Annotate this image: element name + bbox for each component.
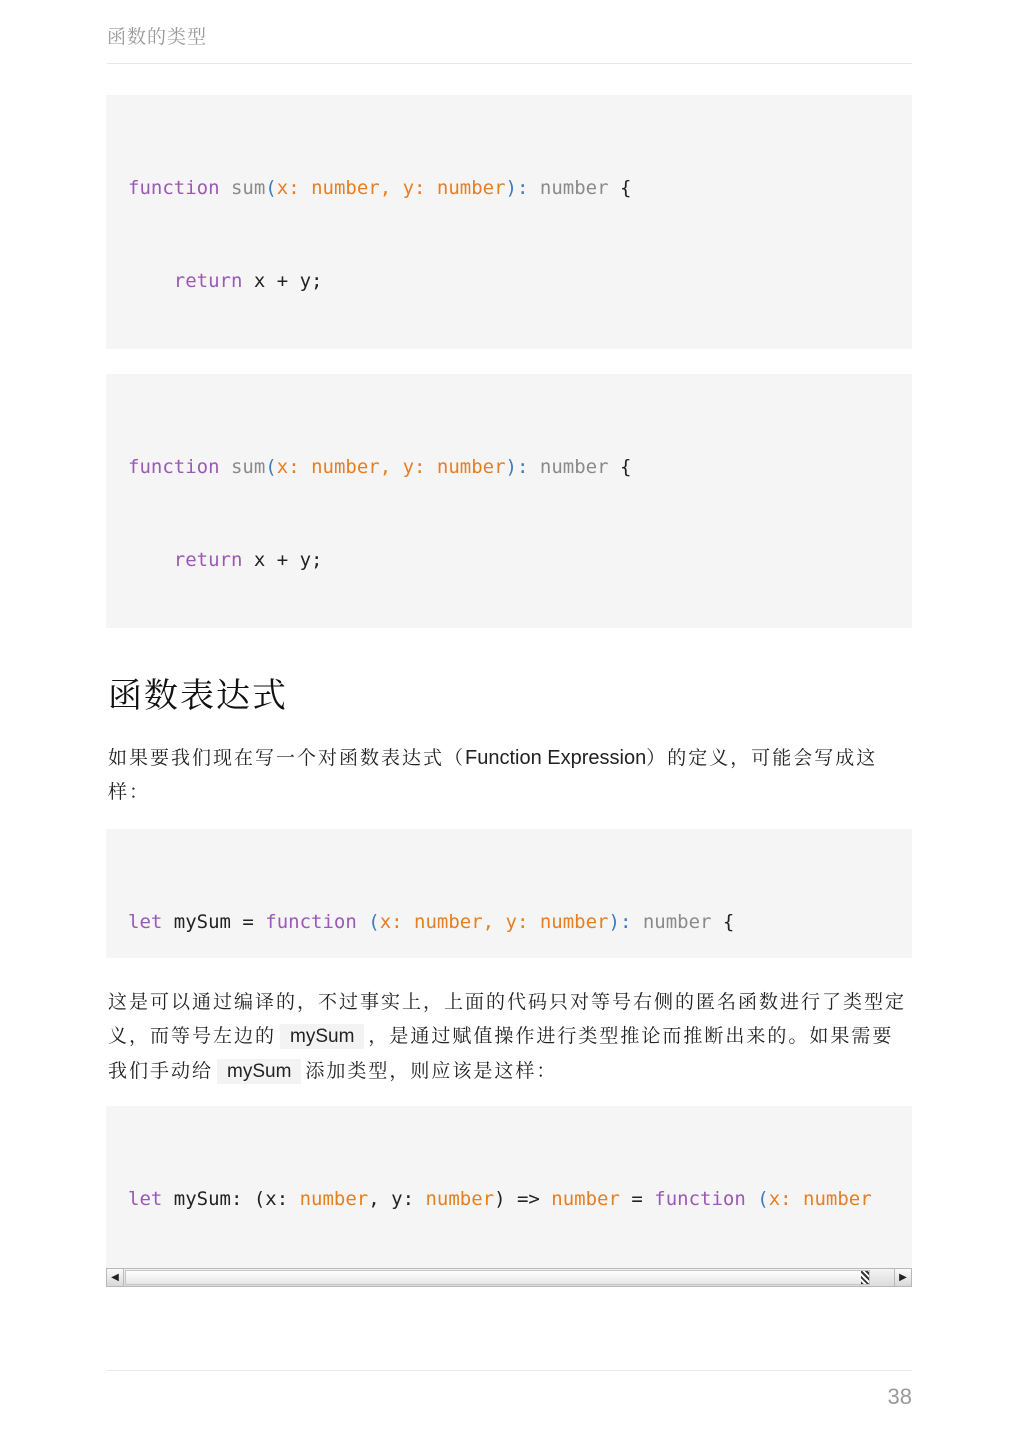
- return-type: number: [528, 456, 609, 478]
- keyword-let: let: [128, 1188, 163, 1210]
- paragraph: 这是可以通过编译的，不过事实上，上面的代码只对等号右侧的匿名函数进行了类型定义，而等号左边的 mySum ，是通过赋值操作进行类型推论而推断出来的。如果需要我们手动给 mySum 添加类型，则应该是这样：: [108, 991, 907, 1082]
- keyword-return: return: [173, 270, 243, 292]
- scroll-thumb[interactable]: [125, 1270, 870, 1285]
- keyword-function: function: [128, 177, 220, 199]
- section-heading: 函数表达式: [108, 676, 288, 716]
- return-type: number: [528, 177, 609, 199]
- scroll-right-arrow-icon[interactable]: ▶: [894, 1269, 911, 1286]
- page-number: 38: [887, 1384, 912, 1409]
- return-type: number: [631, 911, 712, 933]
- inline-code: mySum: [217, 1059, 301, 1084]
- code-line: let mySum = function (x: number, y: number): number {: [128, 911, 735, 933]
- code-line: return x + y;: [173, 270, 323, 292]
- keyword-function: function: [654, 1188, 746, 1210]
- scroll-left-arrow-icon[interactable]: ◀: [107, 1269, 124, 1286]
- parameter-list: x: number, y: number: [379, 911, 609, 933]
- page-footer: [107, 1370, 912, 1409]
- code-block: [106, 829, 912, 958]
- function-name: sum: [230, 177, 266, 199]
- code-line: return x + y;: [173, 549, 323, 571]
- code-block: [106, 1106, 912, 1268]
- running-title: 函数的类型: [107, 26, 208, 48]
- parameter-list: x: number, y: number: [276, 456, 506, 478]
- keyword-let: let: [128, 911, 163, 933]
- code-line: function sum(x: number, y: number): number {: [128, 456, 632, 478]
- grip-icon: [861, 1271, 869, 1284]
- keyword-function: function: [265, 911, 357, 933]
- code-block: [106, 374, 912, 628]
- page-header: [107, 22, 912, 64]
- function-name: sum: [230, 456, 266, 478]
- code-block: [106, 95, 912, 349]
- latin-term: Function Expression: [465, 747, 647, 769]
- keyword-return: return: [173, 549, 243, 571]
- horizontal-scrollbar[interactable]: [106, 1268, 912, 1287]
- code-line: function sum(x: number, y: number): number {: [128, 177, 632, 199]
- code-line: let mySum: (x: number, y: number) => number = function (x: number: [128, 1188, 872, 1210]
- parameter-list: x: number, y: number: [276, 177, 506, 199]
- paragraph: 如果要我们现在写一个对函数表达式（Function Expression）的定义，可能会写成这样：: [108, 747, 878, 803]
- keyword-function: function: [128, 456, 220, 478]
- inline-code: mySum: [280, 1024, 364, 1049]
